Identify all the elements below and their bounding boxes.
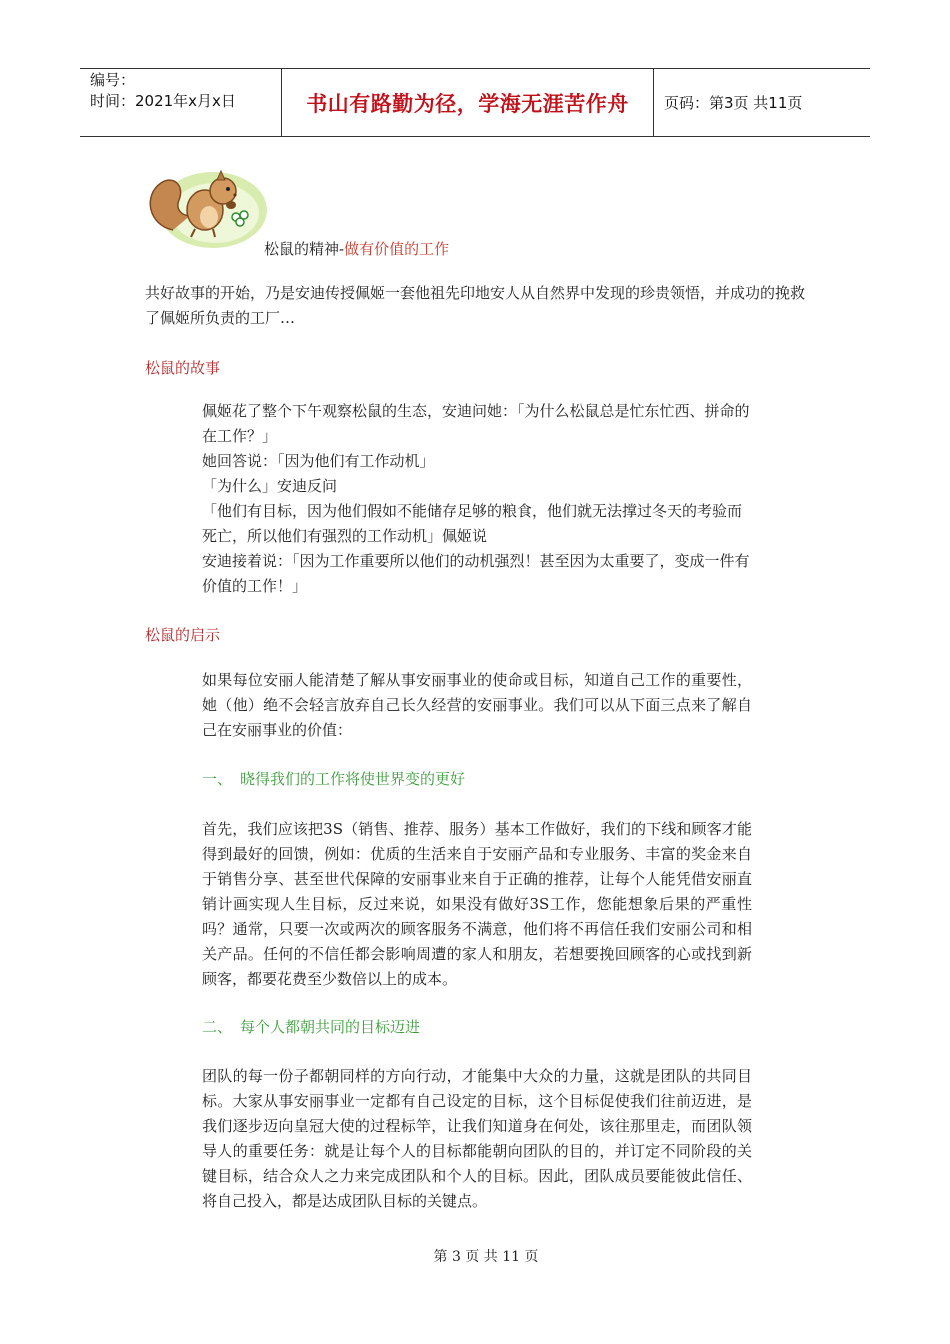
dialog-line: 她回答说：「因为他们有工作动机」 — [202, 452, 435, 470]
header-motto: 书山有路勤为径，学海无涯苦作舟 — [282, 69, 654, 136]
section-heading-story: 松鼠的故事 — [145, 359, 221, 377]
document-number-label: 编号： — [90, 71, 136, 89]
image-caption — [264, 238, 449, 259]
point-title: 每个人都朝共同的目标迈进 — [240, 1018, 421, 1036]
section-heading-insight: 松鼠的启示 — [145, 626, 221, 644]
dialog-line: 「为什么」安迪反问 — [202, 477, 338, 495]
dialog-block — [202, 399, 752, 599]
dialog-line: 安迪接着说：「因为工作重要所以他们的动机强烈！甚至因为太重要了，变成一件有价值的工作！」 — [202, 552, 750, 595]
document-date-label: 时间：2021年x月x日 — [90, 92, 236, 110]
point-number: 一、 — [202, 770, 233, 788]
point-1-paragraph: 首先，我们应该把3S（销售、推荐、服务）基本工作做好，我们的下线和顾客才能得到最好的回馈，例如：优质的生活来自于安丽产品和专业服务、丰富的奖金来自于销售分享、甚至世代保障的安丽事业来自于正确的推荐，让每个人能凭借安丽直销计画实现人生目标，反过来说，如果没有做好3S工作，您能想象后果的严重性吗？通常，只要一次或两次的顾客服务不满意，他们将不再信任我们安丽公司和相关产品。任何的不信任都会影响周遭的家人和朋友，若想要挽回顾客的心或找到新顾客，都要花费至少数倍以上的成本。 — [202, 820, 752, 988]
insight-paragraph: 如果每位安丽人能清楚了解从事安丽事业的使命或目标，知道自己工作的重要性，她（他）绝不会轻言放弃自己长久经营的安丽事业。我们可以从下面三点来了解自己在安丽事业的价值： — [202, 671, 752, 739]
header-page-info: 页码：第3页 共11页 — [664, 94, 803, 112]
point-title: 晓得我们的工作将使世界变的更好 — [240, 770, 466, 788]
header-meta — [80, 69, 282, 136]
dialog-line: 佩姬花了整个下午观察松鼠的生态，安迪问她：「为什么松鼠总是忙东忙西、拼命的在工作？」 — [202, 402, 750, 445]
page-footer: 第 3 页 共 11 页 — [433, 1249, 539, 1265]
caption-highlight: 做有价值的工作 — [344, 240, 450, 258]
point-heading-1 — [202, 768, 465, 789]
dialog-line: 「他们有目标，因为他们假如不能储存足够的粮食，他们就无法撑过冬天的考验而死亡，所以他们有强烈的工作动机」佩姬说 — [202, 502, 743, 545]
point-number: 二、 — [202, 1018, 233, 1036]
intro-paragraph: 共好故事的开始，乃是安迪传授佩姬一套他祖先印地安人从自然界中发现的珍贵领悟，并成功的挽救了佩姬所负责的工厂… — [145, 284, 806, 327]
caption-prefix: 松鼠的精神- — [264, 240, 345, 258]
point-2-paragraph: 团队的每一份子都朝同样的方向行动，才能集中大众的力量，这就是团队的共同目标。大家从事安丽事业一定都有自己设定的目标，这个目标促使我们往前迈进，是我们逐步迈向皇冠大使的过程标竿，让我们知道身在何处，该往那里走，而团队领导人的重要任务：就是让每个人的目标都能朝向团队的目的，并订定不同阶段的关键目标，结合众人之力来完成团队和个人的目标。因此，团队成员要能彼此信任、将自己投入，都是达成团队目标的关键点。 — [202, 1067, 752, 1210]
page-header — [80, 68, 870, 137]
squirrel-illustration — [143, 155, 268, 255]
point-heading-2 — [202, 1016, 420, 1037]
